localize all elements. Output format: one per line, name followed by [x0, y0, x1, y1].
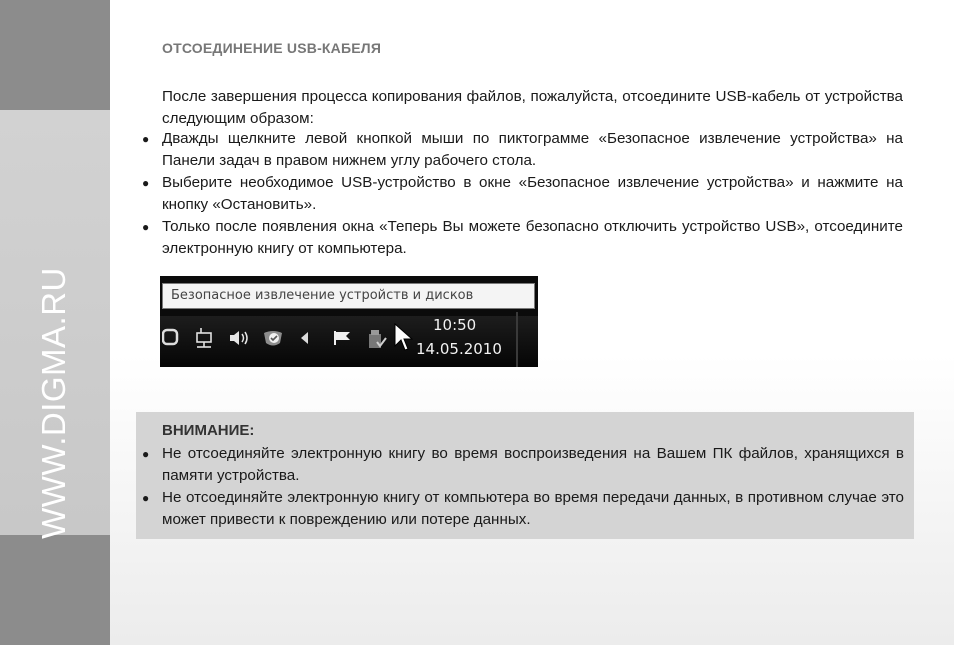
warning-title: ВНИМАНИЕ: [162, 422, 255, 439]
section-title: ОТСОЕДИНЕНИЕ USB-КАБЕЛЯ [162, 40, 382, 56]
bullet-icon: ● [142, 491, 150, 505]
sidebar-top-block [0, 0, 110, 110]
list-item [140, 128, 903, 172]
network-icon[interactable] [194, 327, 216, 354]
intro-paragraph: После завершения процесса копирования файлов, пожалуйста, отсоедините USB-кабель от устройства следующим образом: [162, 88, 903, 127]
list-item [140, 443, 904, 487]
mouse-cursor-icon [393, 322, 413, 357]
step-text: Только после появления окна «Теперь Вы можете безопасно отключить устройство USB», отсоедините электронную книгу от компьютера. [162, 218, 903, 257]
system-tray [160, 316, 538, 367]
shield-check-icon[interactable] [262, 327, 284, 354]
tray-clock-date[interactable]: 14.05.2010 [416, 340, 502, 358]
list-item [140, 487, 904, 531]
sidebar [0, 0, 110, 645]
sidebar-website-url: WWW.DIGMA.RU [35, 267, 72, 539]
arrow-left-icon[interactable] [298, 330, 312, 351]
taskbar-screenshot [160, 276, 538, 367]
step-text: Дважды щелкните левой кнопкой мыши по пиктограмме «Безопасное извлечение устройства» на Панели задач в правом нижнем углу рабочего стола. [162, 130, 903, 169]
warning-text: Не отсоединяйте электронную книгу от компьютера во время передачи данных, в противном случае это может привести к повреждению или потере данных. [162, 489, 904, 528]
speaker-icon[interactable] [228, 328, 250, 353]
warning-list [140, 443, 904, 531]
steps-list [140, 128, 903, 260]
list-item [140, 172, 903, 216]
tray-clock-time[interactable]: 10:50 [433, 316, 477, 334]
bullet-icon: ● [142, 132, 150, 146]
bullet-icon: ● [142, 447, 150, 461]
warning-box [136, 412, 914, 539]
bullet-icon: ● [142, 176, 150, 190]
flag-icon[interactable] [332, 329, 354, 352]
warning-text: Не отсоединяйте электронную книгу во время воспроизведения на Вашем ПК файлов, хранящихся в памяти устройства. [162, 445, 904, 484]
sidebar-bottom-block [0, 535, 110, 645]
safely-remove-icon[interactable] [366, 328, 388, 357]
step-text: Выберите необходимое USB-устройство в окне «Безопасное извлечение устройства» и нажмите на кнопку «Остановить». [162, 174, 903, 213]
tray-separator [516, 312, 518, 367]
bullet-icon: ● [142, 220, 150, 234]
list-item [140, 216, 903, 260]
tray-tooltip: Безопасное извлечение устройств и дисков [162, 283, 535, 309]
monitor-icon[interactable] [162, 327, 180, 352]
